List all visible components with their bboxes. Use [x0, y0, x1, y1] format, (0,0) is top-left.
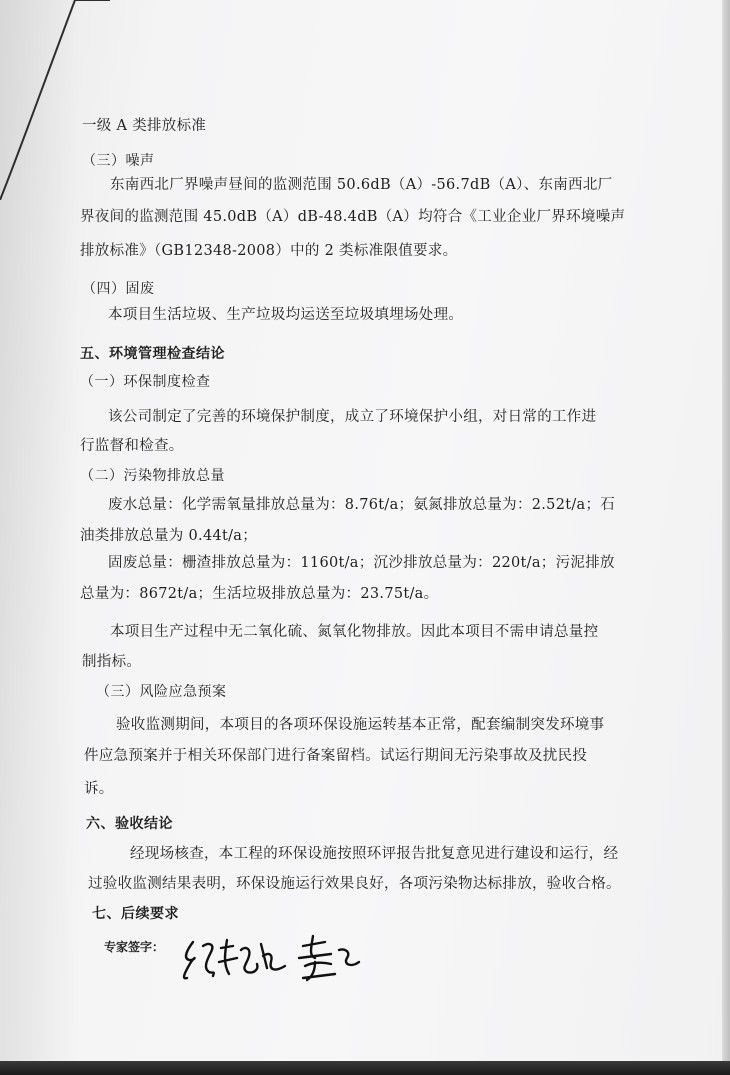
text-line: 固废总量：栅渣排放总量为：1160t/a；沉沙排放总量为：220t/a；污泥排放: [108, 555, 615, 571]
text-line: 本项目生产过程中无二氧化硫、氮氧化物排放。因此本项目不需申请总量控: [110, 624, 599, 640]
text-line: 验收监测期间，本项目的各项环保设施运转基本正常，配套编制突发环境事: [116, 717, 605, 733]
text-line: 行监督和检查。: [80, 438, 184, 454]
text-line: 该公司制定了完善的环境保护制度，成立了环境保护小组，对日常的工作进: [108, 409, 597, 425]
text-line: 排放标准》（GB12348-2008）中的 2 类标准限值要求。: [80, 243, 458, 259]
handwritten-signature: [175, 928, 385, 988]
text-line: 本项目生活垃圾、生产垃圾均运送至垃圾填埋场处理。: [108, 307, 464, 323]
text-line: 过验收监测结果表明，环保设施运行效果良好，各项污染物达标排放，验收合格。: [88, 876, 621, 892]
section-heading: （三）风险应急预案: [96, 684, 227, 700]
text-line: 件应急预案并于相关环保部门进行备案留档。试运行期间无污染事故及扰民投: [84, 748, 588, 764]
section-heading: （三）噪声: [82, 153, 155, 169]
text-line: 一级 A 类排放标准: [82, 118, 207, 134]
chapter-heading: 五、环境管理检查结论: [80, 346, 225, 362]
page-bottom-edge: [0, 1061, 730, 1075]
section-heading: （二）污染物排放总量: [80, 468, 225, 484]
text-line: 总量为：8672t/a；生活垃圾排放总量为：23.75t/a。: [80, 586, 439, 602]
text-line: 油类排放总量为 0.44t/a；: [80, 528, 258, 544]
text-line: 废水总量：化学需氧量排放总量为：8.76t/a；氨氮排放总量为：2.52t/a；石: [108, 497, 616, 513]
text-line: 制指标。: [82, 654, 142, 670]
chapter-heading: 六、验收结论: [86, 816, 173, 832]
text-line: 界夜间的监测范围 45.0dB（A）dB-48.4dB（A）均符合《工业企业厂界环境噪声: [80, 209, 626, 225]
text-line: 经现场核查，本工程的环保设施按照环评报告批复意见进行建设和运行，经: [130, 846, 619, 862]
signature-label: 专家签字：: [104, 940, 165, 954]
page-right-edge: [722, 0, 730, 1075]
page-shadow: [0, 0, 80, 1075]
section-heading: （一）环保制度检查: [80, 374, 211, 390]
text-line: 诉。: [84, 781, 114, 797]
text-line: 东南西北厂界噪声昼间的监测范围 50.6dB（A）-56.7dB（A）、东南西北厂: [110, 177, 613, 193]
section-heading: （四）固废: [82, 281, 155, 297]
chapter-heading: 七、后续要求: [92, 906, 179, 922]
